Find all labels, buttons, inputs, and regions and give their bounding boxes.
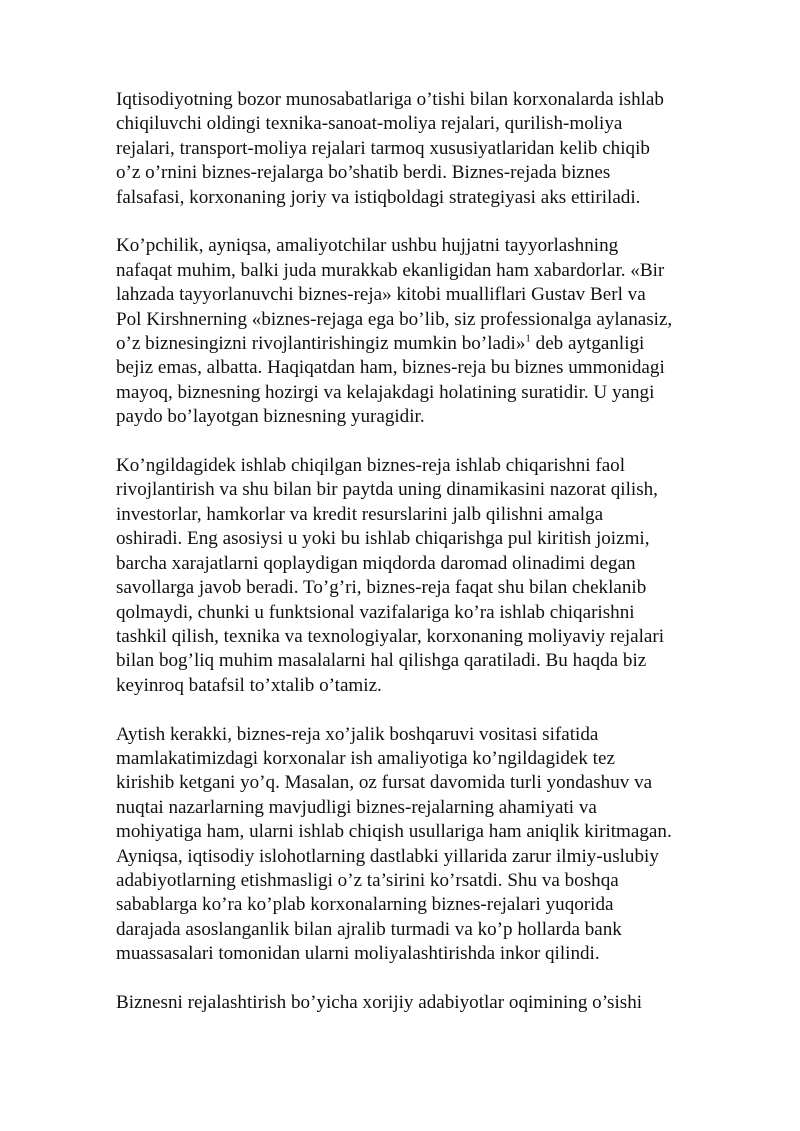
- paragraph-3: [116, 454, 716, 698]
- footnote-line-before: o’z biznesingizni rivojlantirishingiz mumkin bo’ladi»: [116, 333, 526, 355]
- text-line: paydo bo’layotgan biznesning yuragidir.: [116, 406, 425, 428]
- text-line: darajada asoslanganlik bilan ajralib turmadi va ko’p hollarda bank: [116, 918, 622, 940]
- text-line: muassasalari tomonidan ularni moliyalashtirishda inkor qilindi.: [116, 943, 600, 965]
- text-line: adabiyotlarning etishmasligi o’z ta’sirini ko’rsatdi. Shu va boshqa: [116, 869, 619, 891]
- footnote-reference[interactable]: 1: [525, 332, 531, 345]
- text-line: nuqtai nazarlarning mavjudligi biznes-rejalarning ahamiyati va: [116, 796, 597, 818]
- text-line: bejiz emas, albatta. Haqiqatdan ham, biznes-reja bu biznes ummonidagi: [116, 357, 665, 379]
- text-line: bilan bog’liq muhim masalalarni hal qilishga qaratiladi. Bu haqda biz: [116, 650, 647, 672]
- text-line: barcha xarajatlarni qoplaydigan miqdorda daromad olinadimi degan: [116, 552, 636, 574]
- text-line: Ko’pchilik, ayniqsa, amaliyotchilar ushbu hujjatni tayyorlashning: [116, 235, 619, 257]
- text-line: o’z o’rnini biznes-rejalarga bo’shatib berdi. Biznes-rejada biznes: [116, 162, 611, 184]
- text-line: savollarga javob beradi. To’g’ri, biznes-reja faqat shu bilan cheklanib: [116, 577, 647, 599]
- footnote-line-after: deb aytganligi: [530, 333, 645, 355]
- paragraph-1: [116, 88, 716, 210]
- text-line: Pol Kirshnerning «biznes-rejaga ega bo’lib, siz professionalga aylanasiz,: [116, 308, 673, 330]
- text-line: oshiradi. Eng asosiysi u yoki bu ishlab chiqarishga pul kiritish joizmi,: [116, 528, 650, 550]
- text-line: tashkil qilish, texnika va texnologiyalar, korxonaning moliyaviy rejalari: [116, 625, 665, 647]
- text-line: Ayniqsa, iqtisodiy islohotlarning dastlabki yillarida zarur ilmiy-uslubiy: [116, 845, 659, 867]
- text-line: mayoq, biznesning hozirgi va kelajakdagi holatining suratidir. U yangi: [116, 381, 655, 403]
- text-line: sabablarga ko’ra ko’plab korxonalarning biznes-rejalari yuqorida: [116, 894, 614, 916]
- document-body: [116, 88, 716, 1040]
- text-line: nafaqat muhim, balki juda murakkab ekanligidan ham xabardorlar. «Bir: [116, 259, 665, 281]
- paragraph-4: [116, 723, 716, 967]
- text-line: Iqtisodiyotning bozor munosabatlariga o’tishi bilan korxonalarda ishlab: [116, 89, 664, 110]
- text-line: rivojlantirish va shu bilan bir paytda uning dinamikasini nazorat qilish,: [116, 479, 658, 501]
- text-line: qolmaydi, chunki u funktsional vazifalariga ko’ra ishlab chiqarishni: [116, 601, 635, 623]
- text-line: Ko’ngildagidek ishlab chiqilgan biznes-reja ishlab chiqarishni faol: [116, 455, 626, 477]
- text-line: keyinroq batafsil to’xtalib o’tamiz.: [116, 674, 382, 696]
- text-line: lahzada tayyorlanuvchi biznes-reja» kitobi mualliflari Gustav Berl va: [116, 284, 646, 306]
- text-line: rejalari, transport-moliya rejalari tarmoq xususiyatlaridan kelib chiqib: [116, 137, 650, 159]
- text-line: investorlar, hamkorlar va kredit resurslarini jalb qilishni amalga: [116, 503, 604, 525]
- text-line: mamlakatimizdagi korxonalar ish amaliyotiga ko’ngildagidek tez: [116, 747, 615, 769]
- paragraph-5: [116, 991, 716, 1015]
- paragraph-2: [116, 234, 716, 429]
- text-line: kirishib ketgani yo’q. Masalan, oz fursat davomida turli yondashuv va: [116, 772, 653, 794]
- text-line: falsafasi, korxonaning joriy va istiqboldagi strategiyasi aks ettiriladi.: [116, 186, 641, 208]
- text-line-with-footnote: [116, 332, 716, 356]
- text-line: Aytish kerakki, biznes-reja xo’jalik boshqaruvi vositasi sifatida: [116, 723, 599, 745]
- text-line: Biznesni rejalashtirish bo’yicha xorijiy adabiyotlar oqimining o’sishi: [116, 991, 643, 1013]
- text-line: mohiyatiga ham, ularni ishlab chiqish usullariga ham aniqlik kiritmagan.: [116, 821, 672, 843]
- text-line: chiqiluvchi oldingi texnika-sanoat-moliya rejalari, qurilish-moliya: [116, 113, 623, 135]
